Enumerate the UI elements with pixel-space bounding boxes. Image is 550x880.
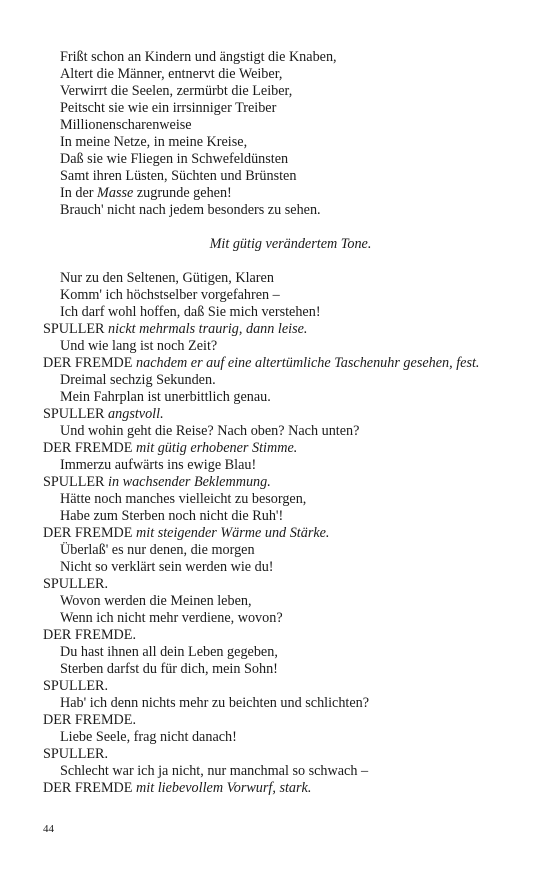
verse-line: Nicht so verklärt sein werden wie du! — [60, 559, 274, 575]
verse-line: Dreimal sechzig Sekunden. — [60, 372, 216, 388]
verse-line: Sterben darfst du für dich, mein Sohn! — [60, 661, 278, 677]
page-text — [43, 49, 503, 797]
verse-line: Frißt schon an Kindern und ängstigt die Knaben, — [60, 49, 337, 65]
verse-line: Du hast ihnen all dein Leben gegeben, — [60, 644, 278, 660]
speaker-line — [43, 780, 503, 797]
speaker-name: DER FREMDE — [43, 525, 133, 541]
stage-direction: in wachsender Beklemmung. — [108, 474, 271, 490]
verse-line: Verwirrt die Seelen, zermürbt die Leiber, — [60, 83, 293, 99]
speaker-line — [43, 321, 503, 338]
stage-direction: nickt mehrmals traurig, dann leise. — [108, 321, 308, 337]
verse-line: Mein Fahrplan ist unerbittlich genau. — [60, 389, 271, 405]
speaker-name: DER FREMDE — [43, 355, 133, 371]
verse-line: Und wohin geht die Reise? Nach oben? Nach unten? — [60, 423, 360, 439]
verse-line: In der Masse zugrunde gehen! — [60, 185, 232, 201]
speaker-line — [43, 474, 503, 491]
speaker-name: SPULLER. — [43, 678, 109, 694]
speaker-name: SPULLER — [43, 474, 105, 490]
verse-line: Überlaß' es nur denen, die morgen — [60, 542, 255, 558]
stage-direction: angstvoll. — [108, 406, 164, 422]
verse-line: Ich darf wohl hoffen, daß Sie mich verstehen! — [60, 304, 321, 320]
emphasis: Masse — [97, 185, 134, 201]
verse-line: Brauch' nicht nach jedem besonders zu sehen. — [60, 202, 321, 218]
verse-line: Wovon werden die Meinen leben, — [60, 593, 252, 609]
speaker-name: DER FREMDE. — [43, 627, 137, 643]
verse-line: Immerzu aufwärts ins ewige Blau! — [60, 457, 257, 473]
speaker-name: SPULLER — [43, 406, 105, 422]
speaker-name: DER FREMDE. — [43, 712, 137, 728]
speaker-name: SPULLER — [43, 321, 105, 337]
verse-line: Komm' ich höchstselber vorgefahren – — [60, 287, 280, 303]
verse-line: In meine Netze, in meine Kreise, — [60, 134, 248, 150]
speaker-name: SPULLER. — [43, 746, 109, 762]
stage-direction: Mit gütig verändertem Tone. — [209, 236, 372, 252]
verse-line: Millionenscharenweise — [60, 117, 192, 133]
speaker-name: SPULLER. — [43, 576, 109, 592]
speaker-line — [43, 355, 503, 372]
verse-line: Peitscht sie wie ein irrsinniger Treiber — [60, 100, 277, 116]
verse-line: Hab' ich denn nichts mehr zu beichten und schlichten? — [60, 695, 370, 711]
verse-line: Wenn ich nicht mehr verdiene, wovon? — [60, 610, 283, 626]
verse-line: Habe zum Sterben noch nicht die Ruh'! — [60, 508, 284, 524]
stage-direction: mit liebevollem Vorwurf, stark. — [136, 780, 312, 796]
speaker-name: DER FREMDE — [43, 440, 133, 456]
stage-direction: mit steigender Wärme und Stärke. — [136, 525, 330, 541]
speaker-name: DER FREMDE — [43, 780, 133, 796]
verse-line: Nur zu den Seltenen, Gütigen, Klaren — [60, 270, 274, 286]
verse-line: Schlecht war ich ja nicht, nur manchmal so schwach – — [60, 763, 369, 779]
verse-line: Hätte noch manches vielleicht zu besorgen, — [60, 491, 307, 507]
page-number: 44 — [43, 823, 54, 835]
speaker-line — [43, 525, 503, 542]
verse-line: Und wie lang ist noch Zeit? — [60, 338, 218, 354]
stage-direction: mit gütig erhobener Stimme. — [136, 440, 298, 456]
verse-line: Samt ihren Lüsten, Süchten und Brünsten — [60, 168, 297, 184]
verse-line: Liebe Seele, frag nicht danach! — [60, 729, 237, 745]
verse-line: Daß sie wie Fliegen in Schwefeldünsten — [60, 151, 289, 167]
verse-line: Altert die Männer, entnervt die Weiber, — [60, 66, 283, 82]
speaker-line — [43, 440, 503, 457]
speaker-line — [43, 406, 503, 423]
stage-direction: nachdem er auf eine altertümliche Taschenuhr gesehen, fest. — [136, 355, 480, 371]
